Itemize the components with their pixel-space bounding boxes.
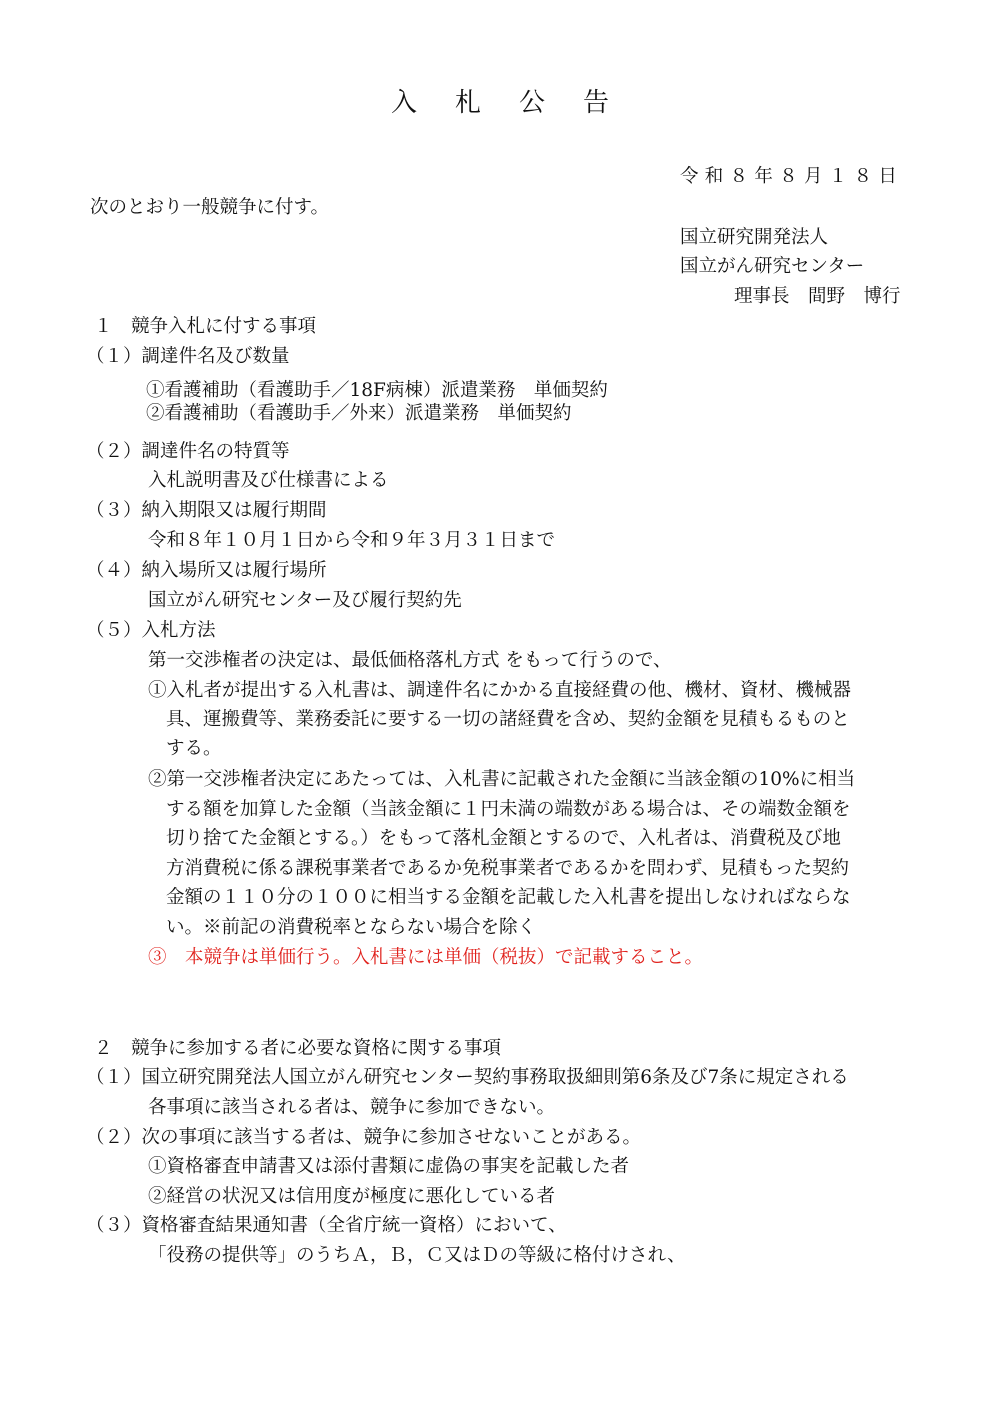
issuer-person: 理事長 間野 博行 bbox=[734, 286, 901, 307]
s1-item4-text: 国立がん研究センター及び履行契約先 bbox=[148, 590, 462, 611]
s1-item5-sub2-line1: ②第一交渉権者決定にあたっては、入札書に記載された金額に当該金額の10%に相当 bbox=[148, 769, 856, 790]
s1-item5-sub3-unit-price-note: ③ 本競争は単価行う。入札書には単価（税抜）で記載すること。 bbox=[148, 947, 704, 968]
s1-item5-sub1-line1: ①入札者が提出する入札書は、調達件名にかかる直接経費の他、機材、資材、機械器 bbox=[148, 680, 852, 701]
page-title: 入札公告 bbox=[390, 88, 647, 118]
s1-item5-sub1-line2: 具、運搬費等、業務委託に要する一切の諸経費を含め、契約金額を見積もるものと bbox=[166, 709, 850, 730]
s1-item5-sub2-line4: 方消費税に係る課税事業者であるか免税事業者であるかを問わず、見積もった契約 bbox=[166, 858, 850, 879]
s1-item5-sub2-line2: する額を加算した金額（当該金額に１円未満の端数がある場合は、その端数金額を bbox=[166, 799, 851, 820]
s1-item3-label: （３）納入期限又は履行期間 bbox=[86, 500, 327, 521]
s1-item1-line1: ①看護補助（看護助手／18F病棟）派遣業務 単価契約 bbox=[146, 380, 608, 401]
intro-text: 次のとおり一般競争に付す。 bbox=[90, 197, 330, 218]
s1-item5-label: （５）入札方法 bbox=[86, 620, 216, 641]
s1-item5-sub2-line3: 切り捨てた金額とする。）をもって落札金額とするので、入札者は、消費税及び地 bbox=[166, 828, 841, 849]
s1-item4-label: （４）納入場所又は履行場所 bbox=[86, 560, 327, 581]
s2-item1-line2: 各事項に該当される者は、競争に参加できない。 bbox=[148, 1097, 556, 1118]
section2-heading: ２ 競争に参加する者に必要な資格に関する事項 bbox=[94, 1038, 502, 1059]
issuer-org-line2: 国立がん研究センター bbox=[680, 256, 865, 277]
s2-item2-line2: ②経営の状況又は信用度が極度に悪化している者 bbox=[148, 1186, 556, 1207]
notice-date: 令和８年８月１８日 bbox=[680, 166, 904, 187]
s2-item1-line1: （１）国立研究開発法人国立がん研究センター契約事務取扱細則第6条及び7条に規定される bbox=[86, 1067, 849, 1088]
s1-item2-text: 入札説明書及び仕様書による bbox=[148, 470, 389, 491]
s2-item3-line2: 「役務の提供等」のうちＡ，Ｂ，Ｃ又はＤの等級に格付けされ、 bbox=[148, 1245, 686, 1266]
s2-item2-line1: ①資格審査申請書又は添付書類に虚偽の事実を記載した者 bbox=[148, 1156, 630, 1177]
s1-item5-sub2-line6: い。※前記の消費税率とならない場合を除く bbox=[166, 917, 537, 938]
s1-item5-sub1-line3: する。 bbox=[166, 738, 222, 759]
s2-item3-line1: （３）資格審査結果通知書（全省庁統一資格）において、 bbox=[86, 1215, 567, 1236]
s2-item2-label: （２）次の事項に該当する者は、競争に参加させないことがある。 bbox=[86, 1127, 642, 1148]
s1-item5-sub2-line5: 金額の１１０分の１００に相当する金額を記載した入札書を提出しなければならな bbox=[166, 887, 851, 908]
s1-item5-intro: 第一交渉権者の決定は、最低価格落札方式 をもって行うので、 bbox=[148, 650, 672, 671]
s1-item3-text: 令和８年１０月１日から令和９年３月３１日まで bbox=[148, 530, 556, 551]
issuer-org-line1: 国立研究開発法人 bbox=[680, 227, 829, 248]
section1-heading: １ 競争入札に付する事項 bbox=[94, 316, 317, 337]
s1-item1-line2: ②看護補助（看護助手／外来）派遣業務 単価契約 bbox=[146, 403, 572, 424]
s1-item2-label: （２）調達件名の特質等 bbox=[86, 441, 290, 462]
s1-item1-label: （１）調達件名及び数量 bbox=[86, 346, 290, 367]
